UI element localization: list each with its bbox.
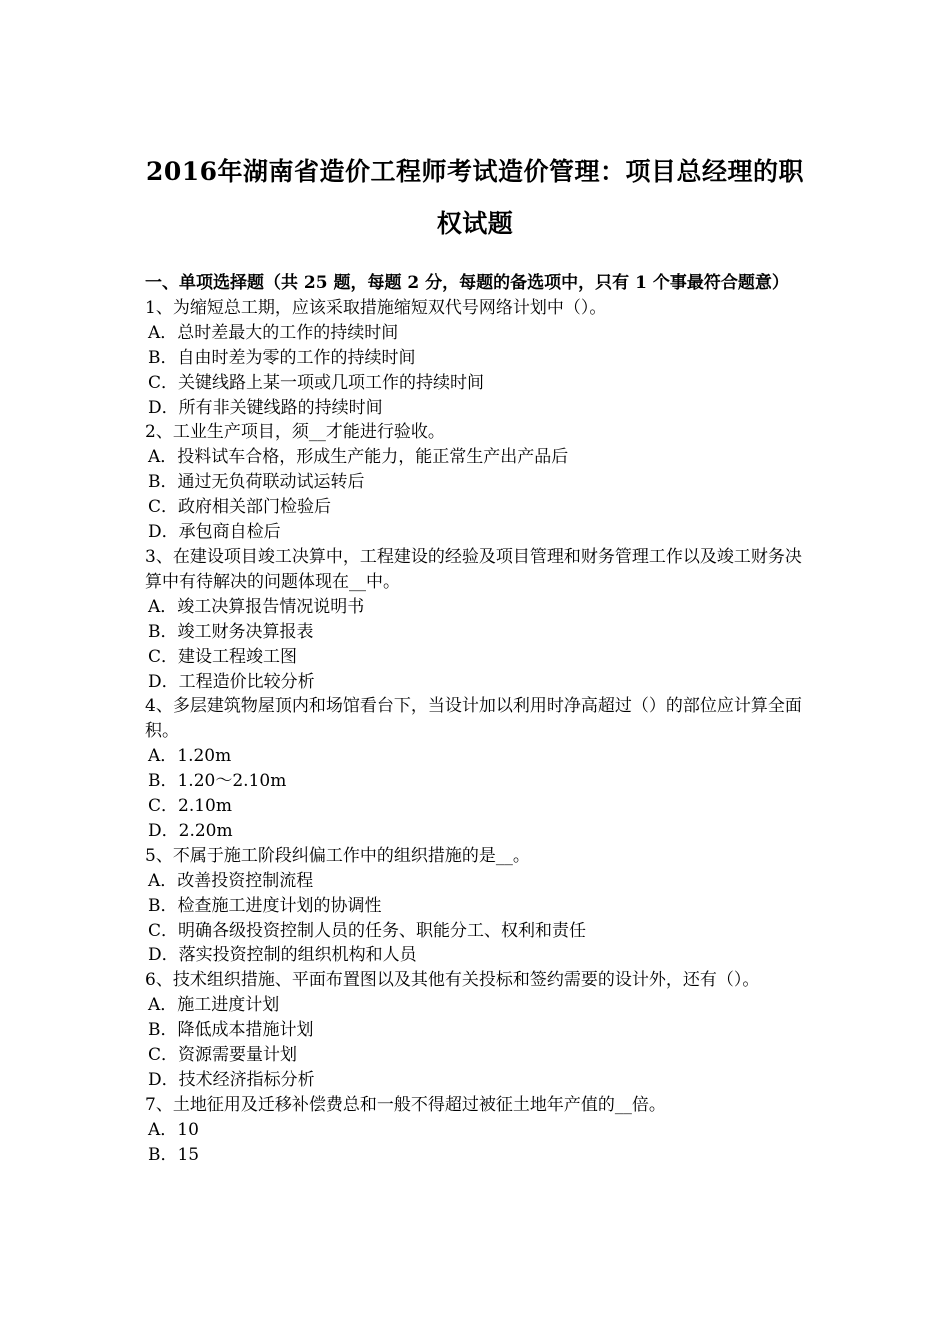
- question-item: [145, 545, 811, 694]
- answer-option: C．资源需要量计划: [148, 1045, 298, 1066]
- answer-option: C．2.10m: [148, 796, 232, 817]
- question-stem: 7、土地征用及迁移补偿费总和一般不得超过被征土地年产值的__倍。: [145, 1094, 666, 1115]
- answer-option: B．15: [148, 1144, 200, 1165]
- answer-option: A．10: [148, 1119, 199, 1140]
- answer-option: D．2.20m: [148, 820, 233, 841]
- title-line-2: 权试题: [436, 209, 514, 238]
- answer-option: D．技术经济指标分析: [148, 1070, 315, 1090]
- answer-option: A．施工进度计划: [148, 995, 280, 1016]
- question-stem: 4、多层建筑物屋顶内和场馆看台下，当设计加以利用时净高超过（）的部位应计算全面积。: [145, 696, 802, 742]
- answer-option: B．通过无负荷联动试运转后: [148, 472, 365, 493]
- answer-option: A．竣工决算报告情况说明书: [148, 596, 365, 617]
- answer-option: D．工程造价比较分析: [148, 671, 315, 692]
- answer-option: A．改善投资控制流程: [148, 870, 314, 891]
- title-line-1: 2016年湖南省造价工程师考试造价管理：项目总经理的职: [145, 157, 805, 186]
- question-item: [145, 844, 811, 969]
- section-heading: 一、单项选择题（共 25 题，每题 2 分，每题的备选项中，只有 1 个事最符合题意）: [145, 273, 789, 293]
- answer-option: B．竣工财务决算报表: [148, 621, 314, 642]
- answer-option: A．总时差最大的工作的持续时间: [148, 322, 399, 343]
- question-stem: 6、技术组织措施、平面布置图以及其他有关投标和签约需要的设计外，还有（）。: [145, 970, 760, 991]
- question-item: [145, 1093, 811, 1168]
- question-item: [145, 968, 811, 1093]
- answer-option: B．1.20～2.10m: [148, 771, 287, 792]
- answer-option: D．落实投资控制的组织机构和人员: [148, 945, 417, 966]
- answer-option: B．自由时差为零的工作的持续时间: [148, 347, 416, 368]
- question-list: [145, 296, 811, 1168]
- document-body: [145, 271, 811, 1168]
- answer-option: C．关键线路上某一项或几项工作的持续时间: [148, 372, 485, 393]
- answer-option: A．投料试车合格，形成生产能力，能正常生产出产品后: [148, 447, 569, 468]
- question-item: [145, 694, 811, 843]
- question-item: [145, 420, 811, 545]
- answer-option: B．降低成本措施计划: [148, 1020, 314, 1041]
- answer-option: C．政府相关部门检验后: [148, 497, 332, 518]
- question-stem: 3、在建设项目竣工决算中，工程建设的经验及项目管理和财务管理工作以及竣工财务决算中有待解决的问题体现在__中。: [145, 546, 802, 592]
- question-stem: 1、为缩短总工期，应该采取措施缩短双代号网络计划中（）。: [145, 297, 607, 318]
- answer-option: B．检查施工进度计划的协调性: [148, 895, 382, 916]
- question-stem: 2、工业生产项目，须__才能进行验收。: [145, 422, 445, 443]
- answer-option: C．明确各级投资控制人员的任务、职能分工、权利和责任: [148, 920, 587, 941]
- question-stem: 5、不属于施工阶段纠偏工作中的组织措施的是__。: [145, 845, 530, 866]
- answer-option: C．建设工程竣工图: [148, 646, 298, 667]
- answer-option: A．1.20m: [148, 746, 232, 767]
- document-title: [120, 146, 830, 250]
- question-item: [145, 296, 811, 421]
- answer-option: D．所有非关键线路的持续时间: [148, 397, 383, 418]
- answer-option: D．承包商自检后: [148, 522, 281, 543]
